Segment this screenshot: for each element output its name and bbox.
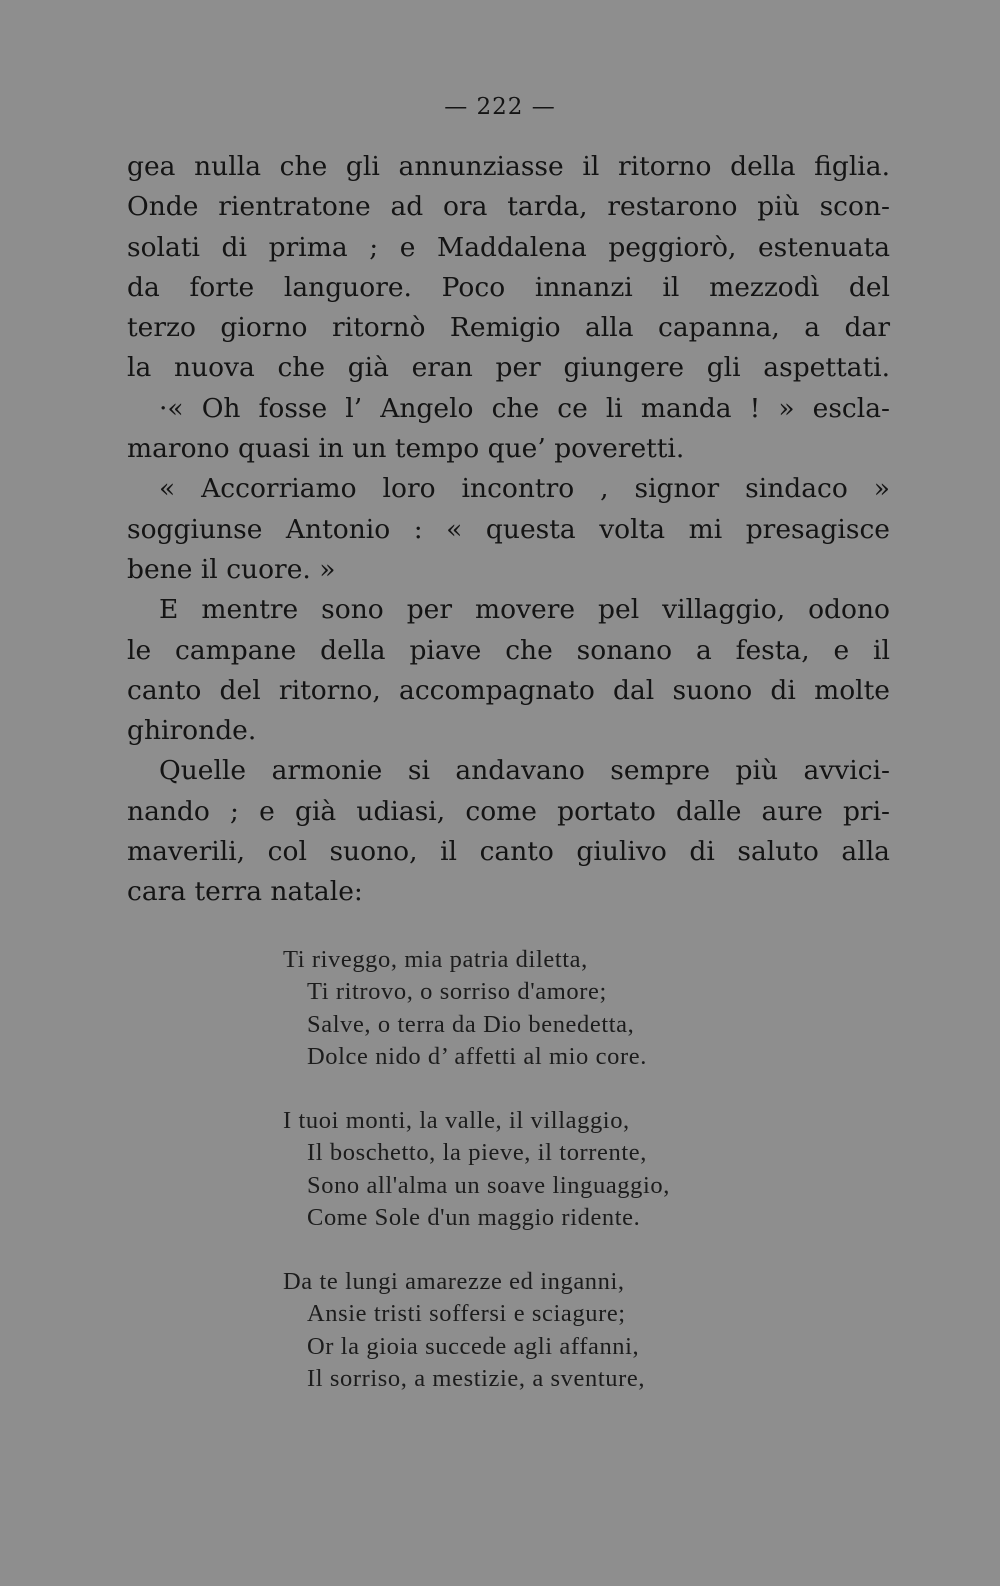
poem-stanza-2 <box>283 1105 803 1234</box>
prose-line: soggiunse Antonio : « questa volta mi presagisce <box>127 513 890 545</box>
prose-line: bene il cuore. » <box>127 553 336 585</box>
verse-line: Come Sole d'un maggio ridente. <box>307 1203 641 1231</box>
prose-line: E mentre sono per movere pel villaggio, odono <box>159 594 890 626</box>
verse-line: Dolce nido d’ affetti al mio core. <box>307 1042 647 1070</box>
prose-line: ghironde. <box>127 715 257 747</box>
poem-stanza-3 <box>283 1266 803 1395</box>
prose-line: nando ; e già udiasi, come portato dalle aure pri- <box>127 795 890 827</box>
verse-line: Il boschetto, la pieve, il torrente, <box>307 1139 647 1167</box>
prose-line: Onde rientratone ad ora tarda, restarono più scon- <box>127 191 890 223</box>
prose-line: Quelle armonie si andavano sempre più avvici- <box>159 755 890 787</box>
prose-line: terzo giorno ritornò Remigio alla capanna, a dar <box>127 312 890 344</box>
verse-line: I tuoi monti, la valle, il villaggio, <box>283 1107 630 1134</box>
prose-line: da forte languore. Poco innanzi il mezzodì del <box>127 271 890 303</box>
verse-line: Sono all'alma un soave linguaggio, <box>307 1171 670 1199</box>
page-number: — 222 — <box>444 94 556 120</box>
verse-line: Il sorriso, a mestizie, a sventure, <box>307 1364 646 1392</box>
prose-line: marono quasi in un tempo que’ poveretti. <box>127 433 685 465</box>
prose-line: cara terra natale: <box>127 876 363 908</box>
poem-stanza-1 <box>283 944 803 1073</box>
verse-line: Ansie tristi soffersi e sciagure; <box>307 1300 626 1328</box>
prose-line: « Accorriamo loro incontro , signor sindaco » <box>159 473 890 505</box>
prose-line: ·« Oh fosse l’ Angelo che ce li manda ! » escla- <box>159 392 890 424</box>
prose-line: solati di prima ; e Maddalena peggiorò, estenuata <box>127 231 890 263</box>
prose-line: le campane della piave che sonano a festa, e il <box>127 634 890 666</box>
verse-line: Salve, o terra da Dio benedetta, <box>307 1010 635 1038</box>
prose-body <box>127 147 890 913</box>
verse-line: Or la gioia succede agli affanni, <box>307 1332 640 1360</box>
prose-line: maverili, col suono, il canto giulivo di saluto alla <box>127 836 890 868</box>
verse-line: Ti riveggo, mia patria diletta, <box>283 946 588 973</box>
prose-line: canto del ritorno, accompagnato dal suono di molte <box>127 674 890 706</box>
verse-line: Da te lungi amarezze ed inganni, <box>283 1268 625 1295</box>
prose-line: gea nulla che gli annunziasse il ritorno della figlia. <box>127 151 890 182</box>
verse-line: Ti ritrovo, o sorriso d'amore; <box>307 978 607 1006</box>
prose-line: la nuova che già eran per giungere gli aspettati. <box>127 352 890 384</box>
